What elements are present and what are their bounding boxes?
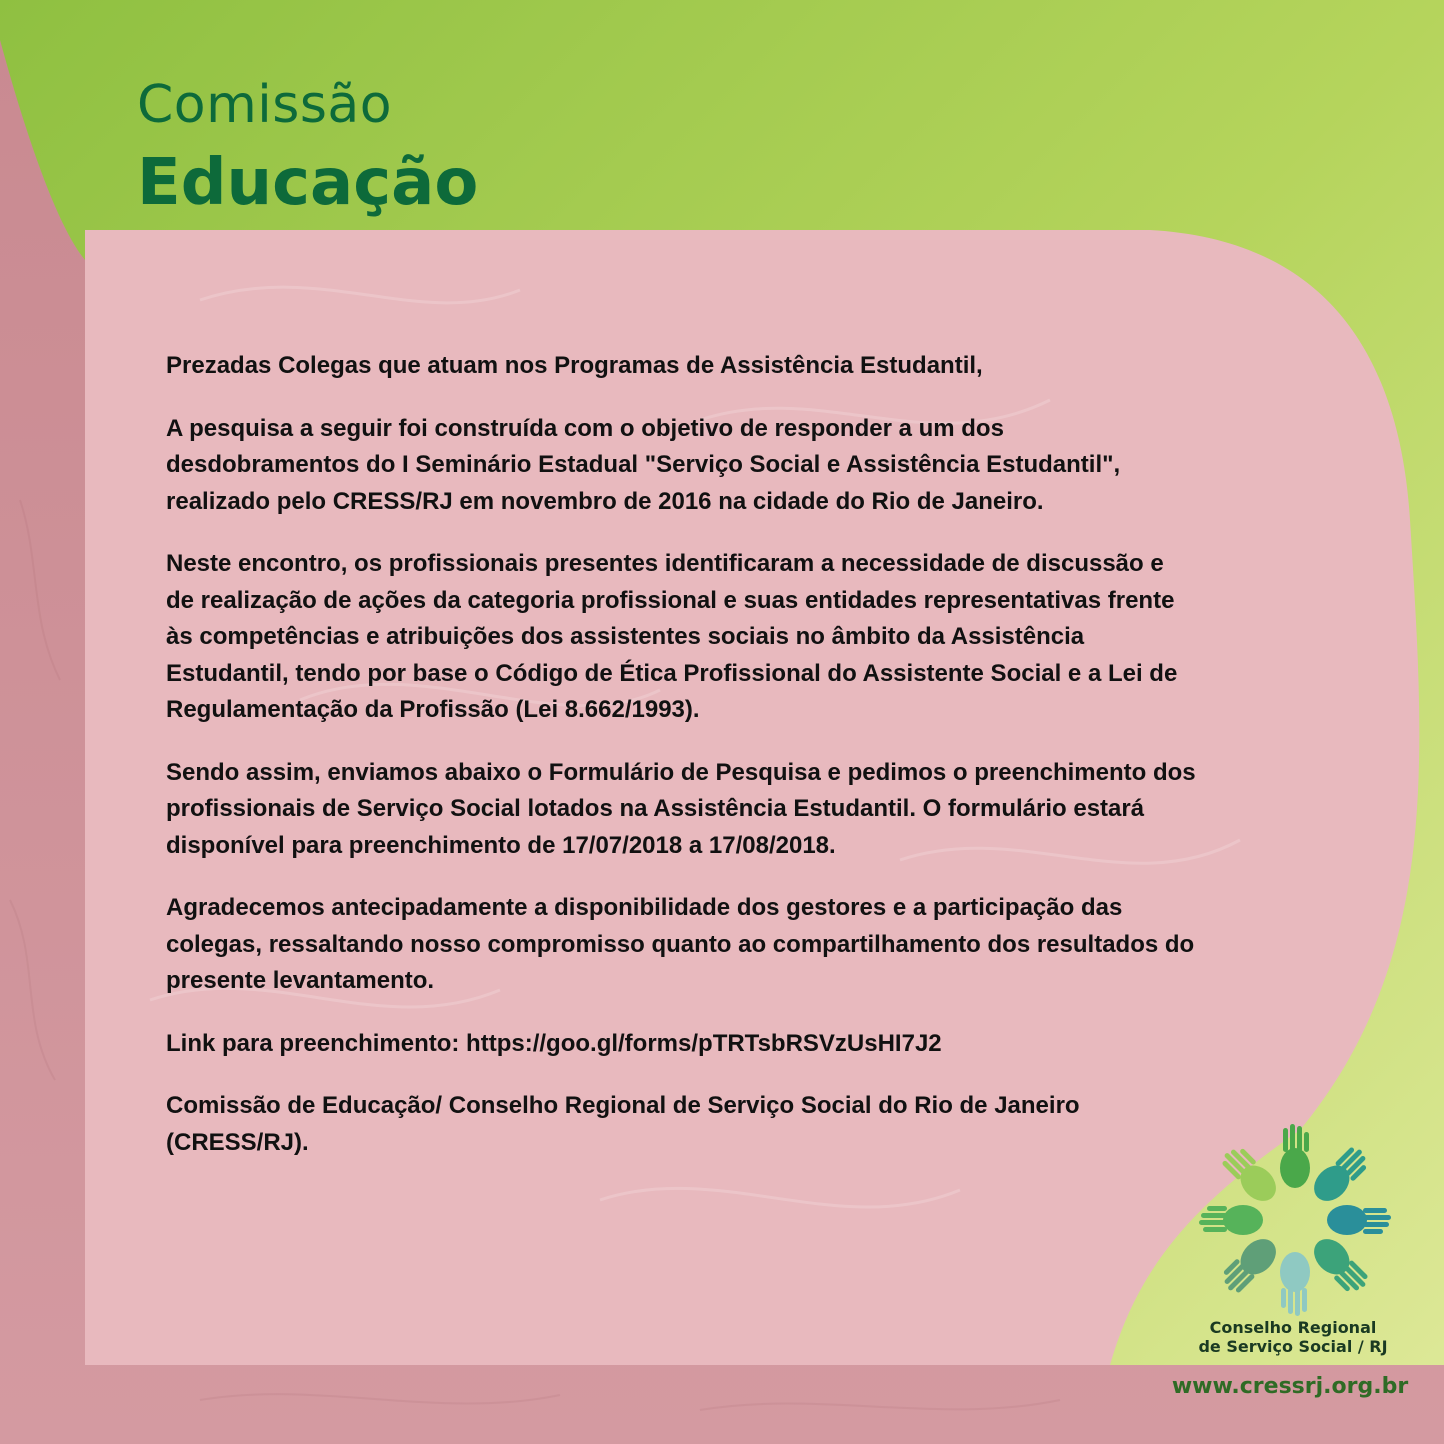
hands-circle-logo-icon — [1190, 1120, 1400, 1320]
page-heading — [137, 70, 478, 226]
paragraph-meeting: Neste encontro, os profissionais presentes identificaram a necessidade de discussão e de realização de ações da categoria profissional e suas entidades representativas frente às competências e atribuições dos assistentes sociais no âmbito da Assistência Estudantil, tendo por base o Código de Ética Profissional do Assistente Social e a Lei de Regulamentação da Profissão (Lei 8.662/1993). — [166, 550, 1178, 723]
website-link[interactable]: www.cressrj.org.br — [1171, 1374, 1409, 1399]
form-link[interactable]: Link para preenchimento: https://goo.gl/forms/pTRTsbRSVzUsHI7J2 — [166, 1029, 942, 1057]
greeting: Prezadas Colegas que atuam nos Programas de Assistência Estudantil, — [166, 352, 983, 379]
paragraph-research-purpose: A pesquisa a seguir foi construída com o objetivo de responder a um dos desdobramentos do I Seminário Estadual "Serviço Social e Assistência Estudantil", realizado pelo CRESS/RJ em novembro de 2016 na cidade do Rio de Janeiro. — [166, 414, 1121, 515]
hand-icon — [1280, 1124, 1310, 1188]
heading-education: Educação — [137, 146, 479, 220]
org-name-line1: Conselho Regional — [1209, 1318, 1377, 1337]
letter-body — [166, 348, 1196, 1187]
org-name-line2: de Serviço Social / RJ — [1198, 1337, 1388, 1356]
signature: Comissão de Educação/ Conselho Regional de Serviço Social do Rio de Janeiro (CRESS/RJ). — [166, 1092, 1080, 1156]
organization-name — [1188, 1318, 1398, 1356]
paragraph-thanks: Agradecemos antecipadamente a disponibilidade dos gestores e a participação das colegas, ressaltando nosso compromisso quanto ao compartilhamento dos resultados do presente levantamento. — [166, 894, 1195, 994]
paragraph-form-request: Sendo assim, enviamos abaixo o Formulário de Pesquisa e pedimos o preenchimento dos profissionais de Serviço Social lotados na Assistência Estudantil. O formulário estará disponível para preenchimento de 17/07/2018 a 17/08/2018. — [166, 758, 1196, 859]
heading-commission: Comissão — [137, 75, 393, 135]
